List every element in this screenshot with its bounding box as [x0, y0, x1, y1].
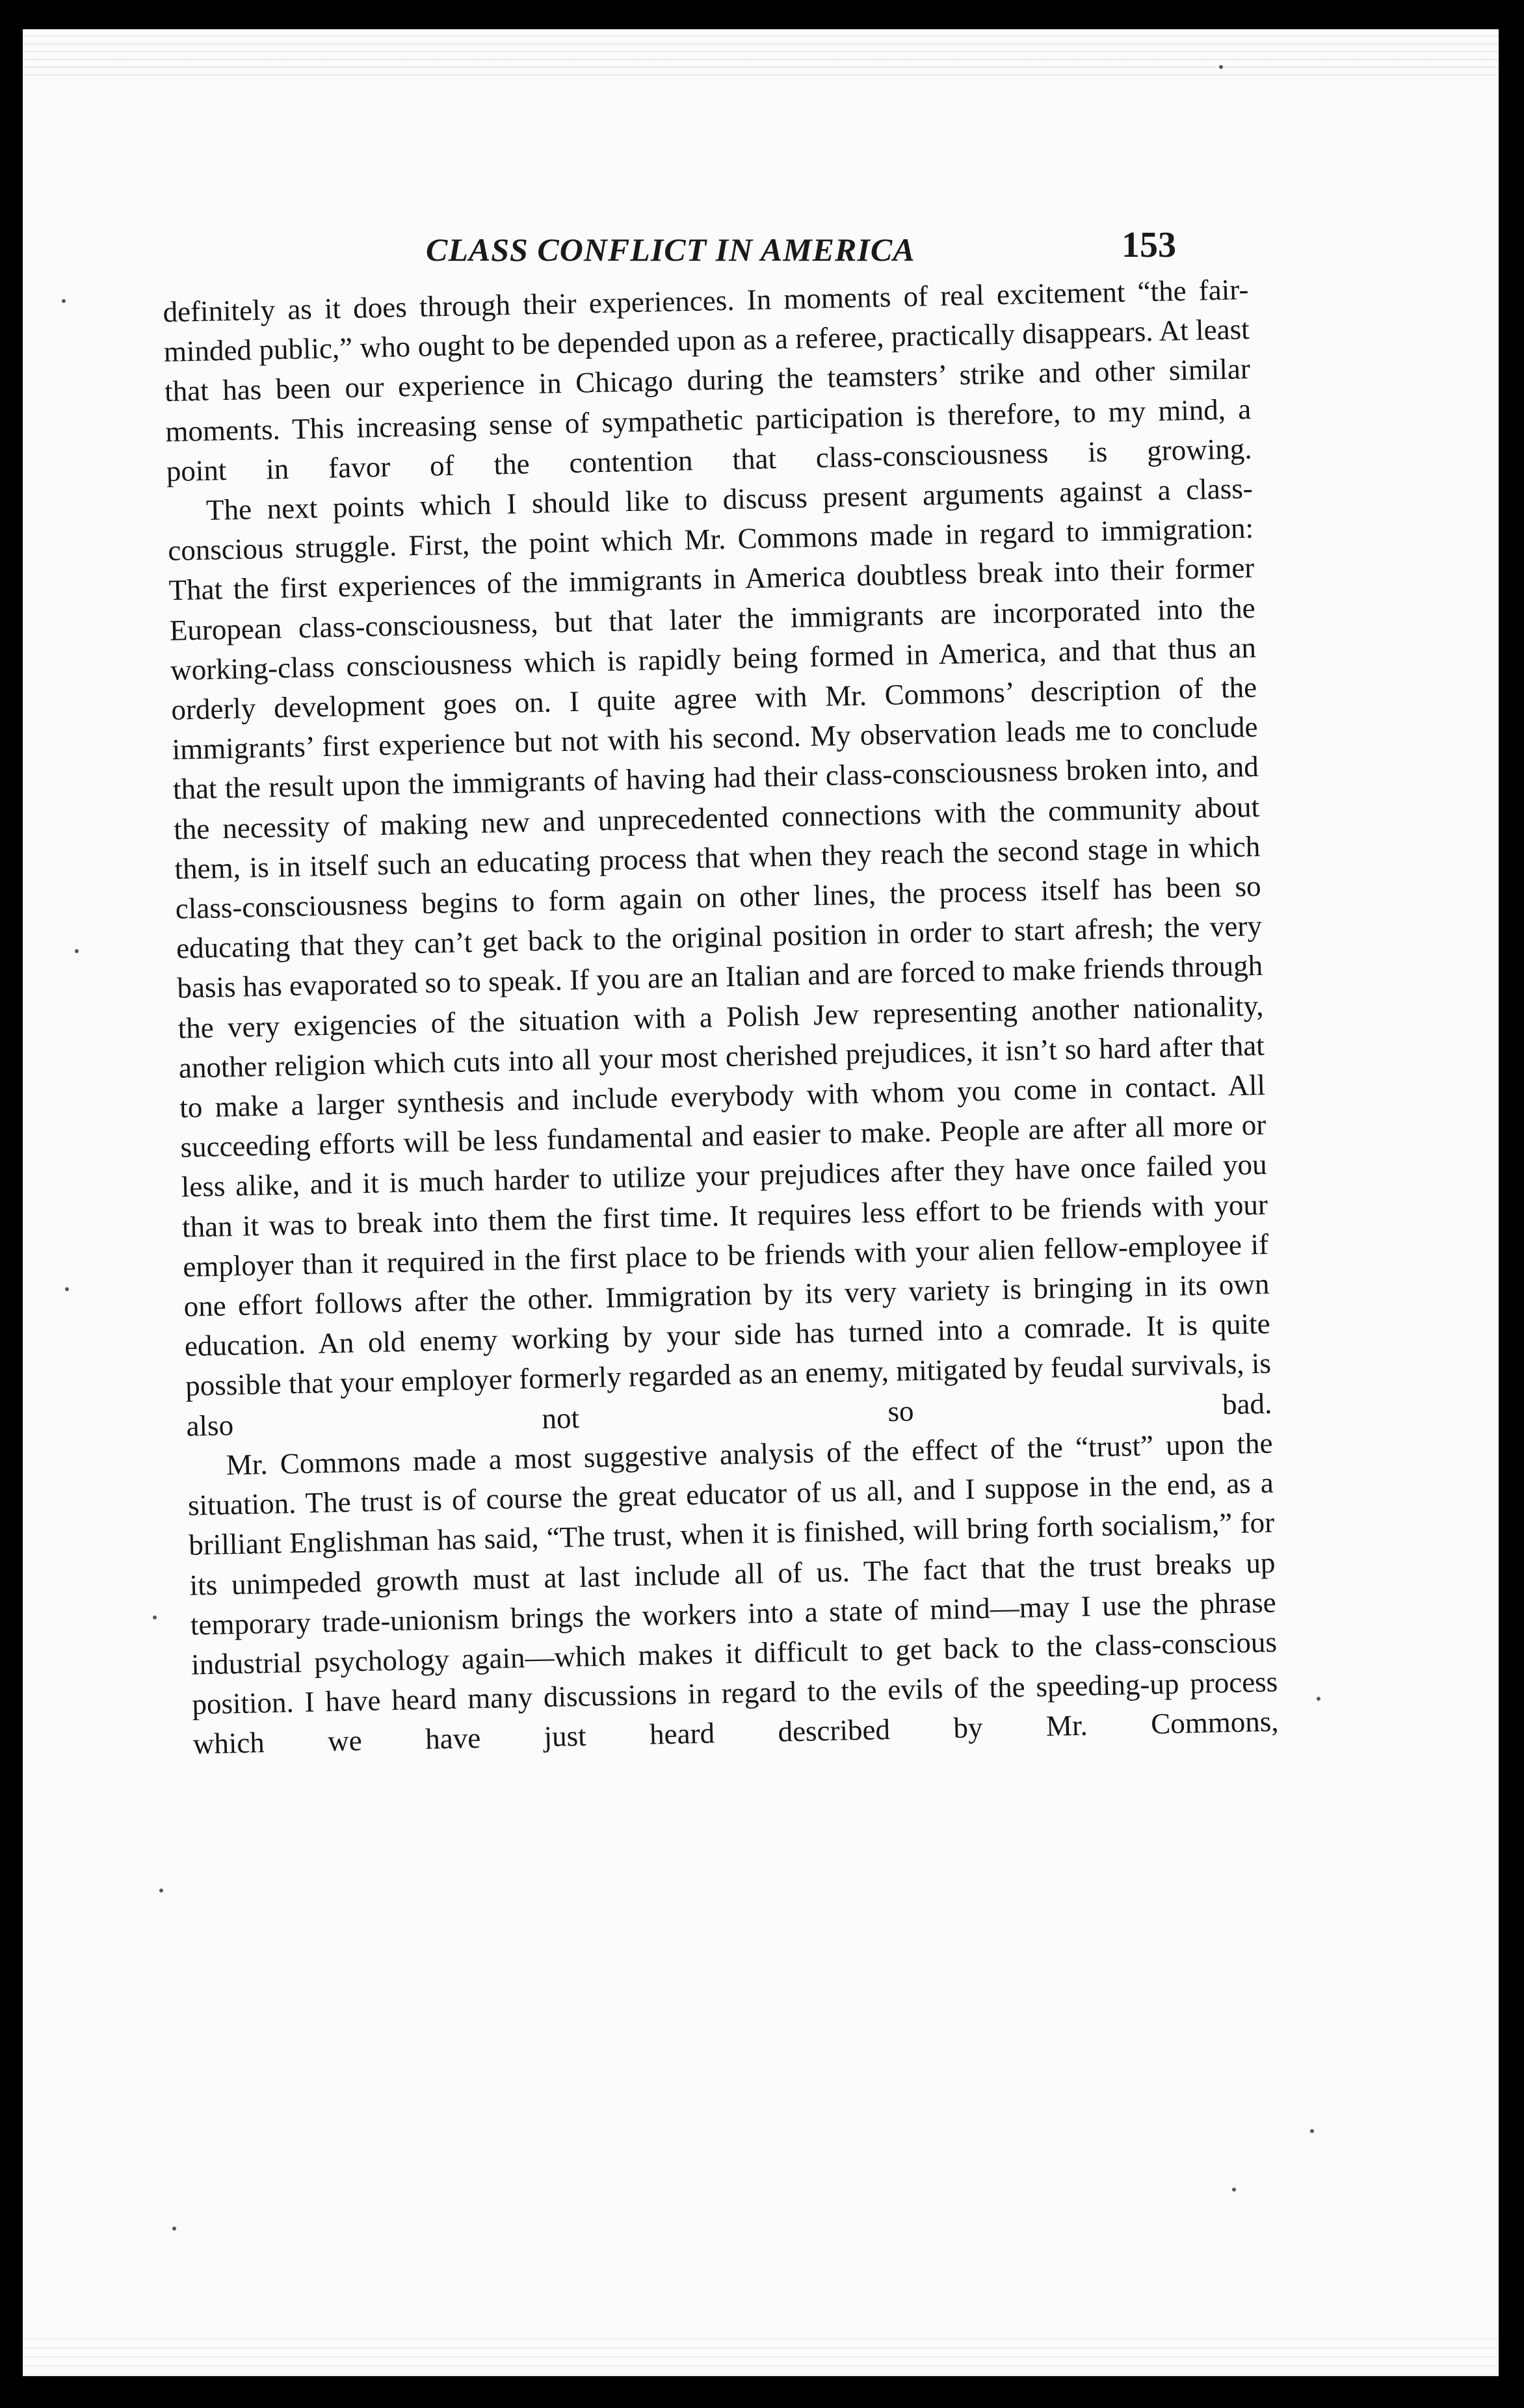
scan-artifact-bottom [23, 2331, 1499, 2376]
scan-speck [65, 1287, 69, 1291]
scan-speck [75, 949, 79, 953]
scan-speck [159, 1889, 163, 1892]
scan-speck [62, 299, 66, 303]
scan-speck [1232, 2188, 1236, 2192]
scan-speck [172, 2227, 176, 2231]
scan-speck [1310, 2129, 1314, 2133]
paragraph-1: definitely as it does through their experiences. In moments of real excitement “the fair-minded public,” who ought to be depended upon as a referee, practically disappears. At least that has been our experience in Chicago during the teamsters’ strike and other similar moments. This increasing sense of sympathetic participation is therefore, to my mind, a point in favor of the contention that class-consciousness is growing. [163, 273, 1252, 488]
paragraph-3: Mr. Commons made a most suggestive analysis of the effect of the “trust” upon the situation. The trust is of course the great educator of us all, and I suppose in the end, as a brilliant Englishman has said, “The trust, when it is finished, will bring forth socialism,” for its unimpeded growth must at last include all of us. The fact that the trust breaks up temporary trade-unionism brings the workers into a state of mind—may I use the phrase industrial psychology again—which makes it difficult to get back to the class-conscious position. I have heard many discussions in regard to the evils of the speeding-up process which we have just heard described by Mr. Commons, [187, 1426, 1279, 1760]
paragraph-2: The next points which I should like to discuss present arguments against a class-conscious struggle. First, the point which Mr. Commons made in regard to immigration: That the first experiences of the immigrants in America doubtless break into their former European class-consciousness, but that later the immigrants are incorporated into the working-class consciousness which is rapidly being formed in America, and that thus an orderly development goes on. I quite agree with Mr. Commons’ description of the immigrants’ first experience but not with his second. My observation leads me to conclude that the result upon the immigrants of having had their class-consciousness broken into, and the necessity of making new and unprecedented connections with the community about them, is in itself such an educating process that when they reach the second stage in which class-consciousness begins to form again on other lines, the process itself has been so educating that they can’t get back to the original position in order to start afresh; the very basis has evaporated so to speak. If you are an Italian and are forced to make friends through the very exigencies of the situation with a Polish Jew representing another nationality, another religion which cuts into all your most cherished prejudices, it isn’t so hard after that to make a larger synthesis and include everybody with whom you come in contact. All succeeding efforts will be less fundamental and easier to make. People are after all more or less alike, and it is much harder to utilize your prejudices after they have once failed you than it was to break into them the first time. It requires less effort to be friends with your employer than it required in the first place to be friends with your alien fellow-employee if one effort follows after the other. Immigration by its very variety is bringing in its own education. An old enemy working by your side has turned into a comrade. It is quite possible that your employer formerly regarded as an enemy, mitigated by feudal survivals, is also not so bad. [167, 471, 1272, 1443]
book-page [23, 29, 1499, 2376]
scan-speck [1317, 1697, 1320, 1701]
scan-speck [153, 1616, 157, 1619]
scan-artifact-top [23, 29, 1499, 81]
page-number: 153 [1122, 225, 1176, 265]
body-text [163, 270, 1279, 1764]
scan-speck [1219, 65, 1223, 69]
running-title: CLASS CONFLICT IN AMERICA [426, 231, 915, 268]
